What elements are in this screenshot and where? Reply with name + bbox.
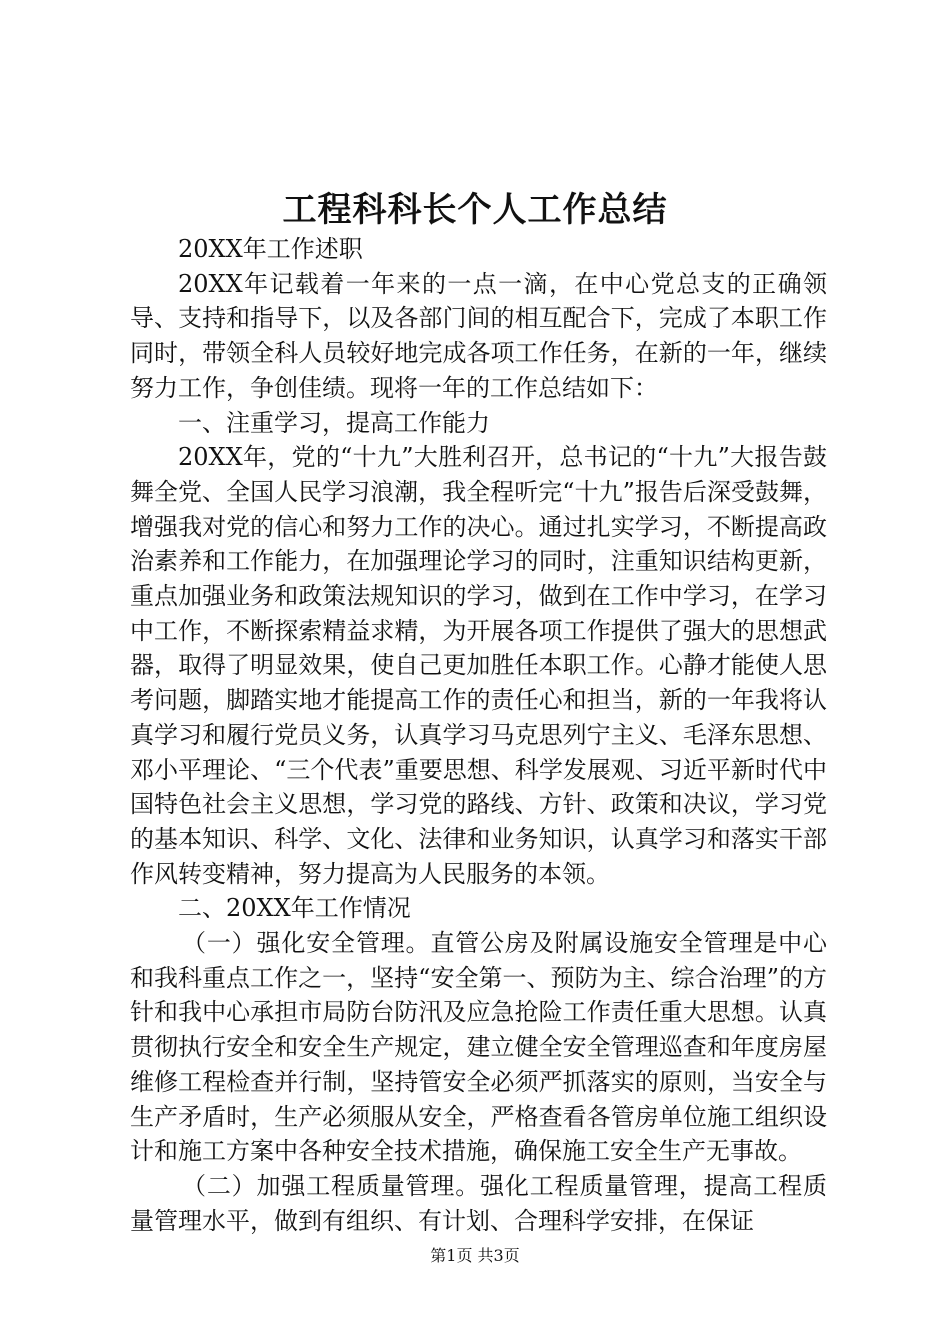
paragraph-study: 20XX年，党的“十九”大胜利召开，总书记的“十九”大报告鼓舞全党、全国人民学习浪潮，我全程听完“十九”报告后深受鼓舞，增强我对党的信心和努力工作的决心。通过扎实学习，不断提高政治素养和工作能力，在加强理论学习的同时，注重知识结构更新，重点加强业务和政策法规知识的学习，做到在工作中学习，在学习中工作，不断探索精益求精，为开展各项工作提供了强大的思想武器，取得了明显效果，使自己更加胜任本职工作。心静才能使人思考问题，脚踏实地才能提高工作的责任心和担当，新的一年我将认真学习和履行党员义务，认真学习马克思列宁主义、毛泽东思想、邓小平理论、“三个代表”重要思想、科学发展观、习近平新时代中国特色社会主义思想，学习党的路线、方针、政策和决议，学习党的基本知识、科学、文化、法律和业务知识，认真学习和落实干部作风转变精神，努力提高为人民服务的本领。 (130, 443, 827, 888)
paragraph-safety: （一）强化安全管理。直管公房及附属设施安全管理是中心和我科重点工作之一，坚持“安全第一、预防为主、综合治理”的方针和我中心承担市局防台防汛及应急抢险工作责任重大思想。认真贯彻执行安全和安全生产规定，建立健全安全管理巡查和年度房屋维修工程检查并行制，坚持管安全必须严抓落实的原则，当安全与生产矛盾时，生产必须服从安全，严格查看各管房单位施工组织设计和施工方案中各种安全技术措施，确保施工安全生产无事故。 (130, 929, 827, 1166)
page-number: 第1页 共3页 (430, 1246, 520, 1265)
paragraph-heading-year: 20XX年工作述职 (178, 235, 363, 263)
section-heading-study: 一、注重学习，提高工作能力 (178, 408, 490, 437)
paragraph-intro: 20XX年记载着一年来的一点一滴，在中心党总支的正确领导、支持和指导下，以及各部门间的相互配合下，完成了本职工作同时，带领全科人员较好地完成各项工作任务，在新的一年，继续努力工作，争创佳绩。现将一年的工作总结如下： (130, 269, 827, 402)
document-title: 工程科科长个人工作总结 (282, 190, 668, 230)
section-heading-work: 二、20XX年工作情况 (178, 894, 411, 923)
paragraph-quality: （二）加强工程质量管理。强化工程质量管理，提高工程质量管理水平，做到有组织、有计划、合理科学安排，在保证 (130, 1171, 827, 1235)
document-body (130, 232, 827, 1238)
